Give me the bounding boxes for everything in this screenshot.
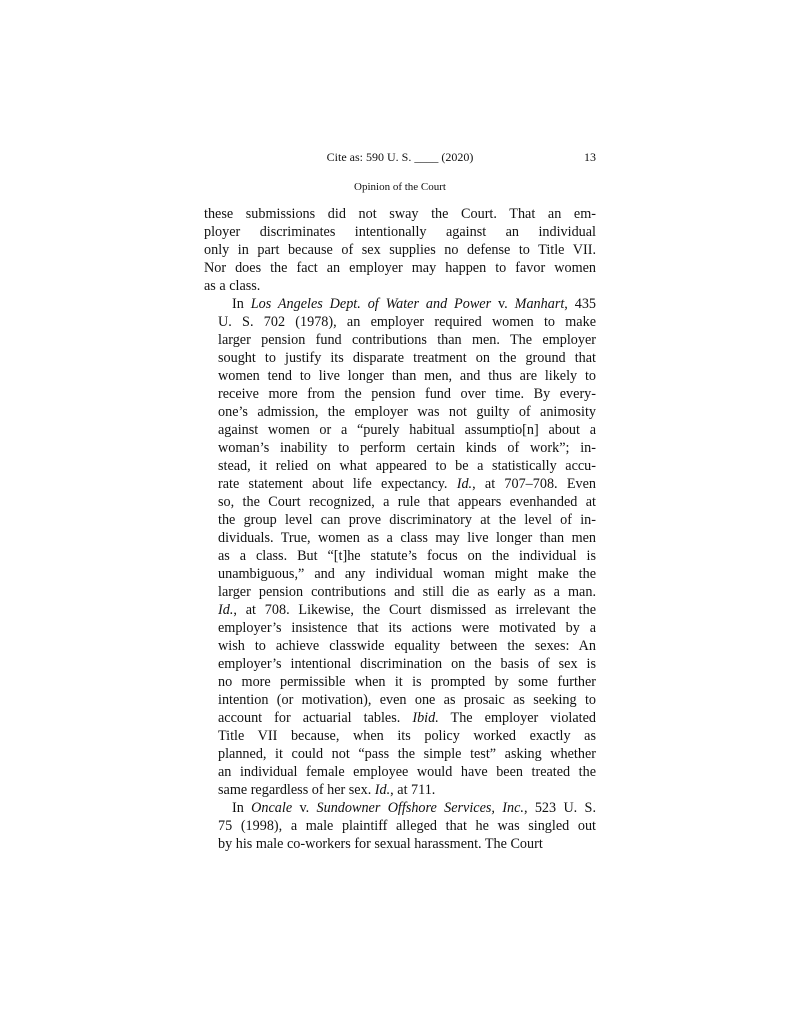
- text-line: same regardless of her sex. Id., at 711.: [218, 782, 436, 798]
- text-line: 75 (1998), a male plaintiff alleged that he was singled out: [218, 818, 596, 834]
- text-line: larger pension fund contributions than men. The employer: [218, 332, 596, 348]
- text-line: no more permissible when it is prompted by some further: [218, 674, 596, 690]
- text-line: In Los Angeles Dept. of Water and Power v. Manhart, 435: [232, 296, 597, 312]
- text-line: only in part because of sex supplies no defense to Title VII.: [204, 242, 596, 258]
- text-line: wish to achieve classwide equality between the sexes: An: [218, 638, 596, 654]
- text-line: employer’s intentional discrimination on the basis of sex is: [218, 656, 596, 672]
- text-line: stead, it relied on what appeared to be a statistically accu-: [218, 458, 596, 474]
- text-line: women tend to live longer than men, and thus are likely to: [218, 368, 596, 384]
- text-line: employer’s insistence that its actions were motivated by a: [218, 620, 596, 636]
- paragraph: [204, 295, 596, 799]
- running-head: Opinion of the Court: [354, 181, 446, 193]
- text-line: woman’s inability to perform certain kinds of work”; in-: [218, 440, 596, 456]
- opinion-body: [204, 205, 596, 853]
- text-line: account for actuarial tables. Ibid. The employer violated: [218, 710, 596, 726]
- text-line: Title VII because, when its policy worked exactly as: [218, 728, 596, 744]
- text-line: these submissions did not sway the Court. That an em-: [204, 206, 596, 222]
- text-line: ployer discriminates intentionally against an individual: [204, 224, 596, 240]
- text-line: sought to justify its disparate treatment on the ground that: [218, 350, 596, 366]
- text-line: as a class.: [204, 278, 261, 294]
- text-line: Id., at 708. Likewise, the Court dismissed as irrelevant the: [218, 602, 596, 618]
- text-line: unambiguous,” and any individual woman might make the: [218, 566, 596, 582]
- text-line: planned, it could not “pass the simple test” asking whether: [218, 746, 596, 762]
- text-line: larger pension contributions and still die as early as a man.: [218, 584, 596, 600]
- text-line: U. S. 702 (1978), an employer required women to make: [218, 314, 596, 330]
- text-line: intention (or motivation), even one as prosaic as seeking to: [218, 692, 596, 708]
- citation-line: Cite as: 590 U. S. ____ (2020): [326, 150, 474, 164]
- text-line: rate statement about life expectancy. Id., at 707–708. Even: [218, 476, 596, 492]
- text-line: so, the Court recognized, a rule that appears evenhanded at: [218, 494, 596, 510]
- text-line: Nor does the fact an employer may happen to favor women: [204, 260, 596, 276]
- text-line: an individual female employee would have been treated the: [218, 764, 596, 780]
- text-line: against women or a “purely habitual assumptio[n] about a: [218, 422, 596, 438]
- paragraph: [204, 799, 596, 853]
- paragraph: [204, 205, 596, 295]
- page-number: 13: [584, 150, 596, 164]
- text-line: by his male co-workers for sexual harassment. The Court: [218, 836, 543, 852]
- text-line: one’s admission, the employer was not guilty of animosity: [218, 404, 596, 420]
- text-line: In Oncale v. Sundowner Offshore Services, Inc., 523 U. S.: [232, 800, 596, 816]
- text-line: as a class. But “[t]he statute’s focus on the individual is: [218, 548, 596, 564]
- text-line: the group level can prove discriminatory at the level of in-: [218, 512, 596, 528]
- text-line: dividuals. True, women as a class may live longer than men: [218, 530, 596, 546]
- text-line: receive more from the pension fund over time. By every-: [218, 386, 596, 402]
- page-header: [204, 149, 596, 165]
